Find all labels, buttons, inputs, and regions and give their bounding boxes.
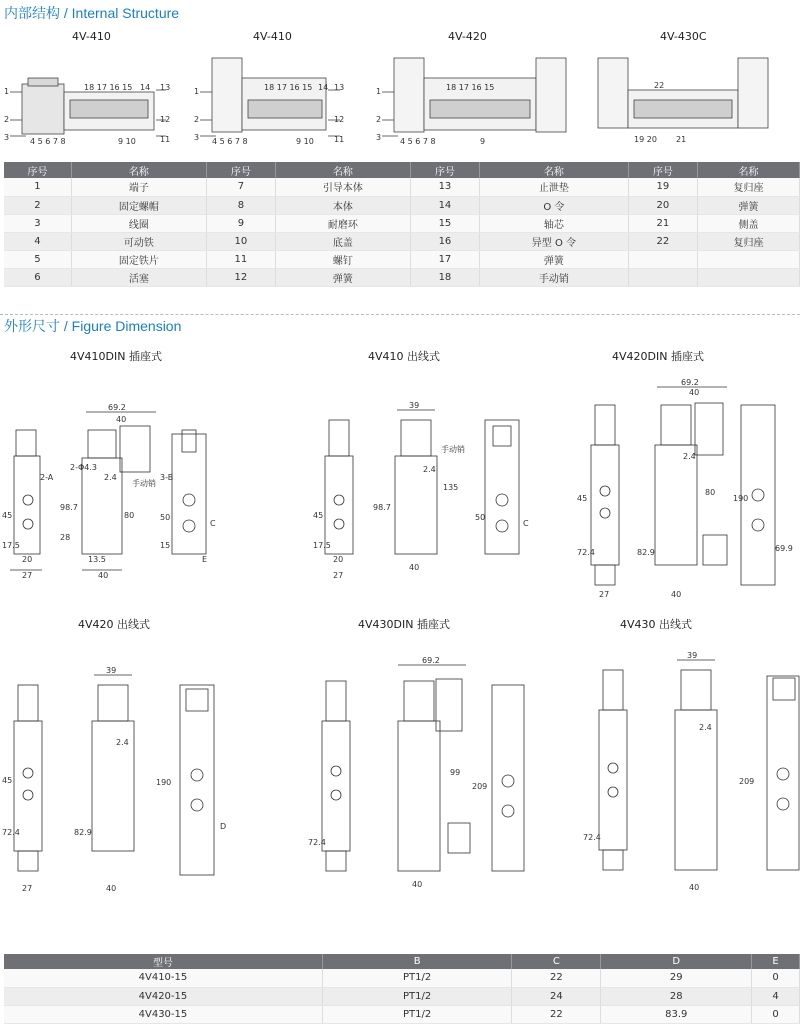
dim-40: 40 (106, 884, 117, 893)
structure-model-label-3: 4V-420 (448, 30, 487, 43)
dim-27: 27 (22, 571, 33, 580)
svg-text:2: 2 (4, 115, 10, 124)
dim-69: 69.2 (681, 378, 699, 387)
table-row (4, 1005, 800, 1023)
dim-27: 27 (599, 590, 610, 599)
dim-3b: 3-B (160, 473, 174, 482)
table-cell: 8 (206, 196, 275, 214)
svg-text:21: 21 (676, 135, 687, 144)
table-row (4, 987, 800, 1005)
table-cell: 5 (4, 250, 71, 268)
dim-40: 40 (409, 563, 420, 572)
drawing-4v420din (575, 375, 800, 605)
internal-structure-drawings (0, 50, 800, 150)
table-cell: 4V420-15 (4, 987, 322, 1005)
dim-135: 135 (443, 483, 459, 492)
table-cell: 固定铁片 (71, 250, 206, 268)
svg-text:11: 11 (160, 135, 171, 144)
header-name: 名称 (479, 162, 628, 178)
table-cell: 弹簧 (275, 268, 410, 286)
table-row (4, 178, 800, 196)
table-cell: 13 (410, 178, 479, 196)
svg-text:13: 13 (160, 83, 171, 92)
dim-50: 50 (160, 513, 171, 522)
table-cell: 活塞 (71, 268, 206, 286)
dim-80: 80 (705, 488, 716, 497)
table-cell: 28 (601, 987, 752, 1005)
table-row (4, 196, 800, 214)
svg-text:18 17 16 15: 18 17 16 15 (446, 83, 495, 92)
dimension-title-4v430: 4V430 出线式 (620, 618, 693, 631)
dim-2-4: 2.4 (423, 465, 436, 474)
table-cell: 引导本体 (275, 178, 410, 196)
header-b: B (322, 954, 511, 969)
table-cell: 侧盖 (697, 214, 799, 232)
svg-text:13: 13 (334, 83, 345, 92)
structure-model-label-1: 4V-410 (72, 30, 111, 43)
dim-72: 72.4 (308, 838, 326, 847)
section-title-internal-structure: 内部结构 / Internal Structure (4, 5, 180, 22)
dim-45: 45 (577, 494, 588, 503)
dim-e: E (202, 555, 208, 564)
table-cell (697, 268, 799, 286)
dim-82: 82.9 (74, 828, 92, 837)
table-cell: 83.9 (601, 1005, 752, 1023)
svg-text:22: 22 (654, 81, 665, 90)
dim-72: 72.4 (577, 548, 595, 557)
table-cell: 0 (752, 969, 800, 987)
table-cell: 20 (628, 196, 697, 214)
table-cell: 4V410-15 (4, 969, 322, 987)
table-cell: PT1/2 (322, 969, 511, 987)
table-cell: 4V430-15 (4, 1005, 322, 1023)
dim-98: 98.7 (373, 503, 391, 512)
dim-39: 39 (106, 666, 117, 675)
svg-text:3: 3 (194, 133, 200, 142)
parts-table (4, 162, 800, 287)
svg-text:11: 11 (334, 135, 345, 144)
dim-50: 50 (475, 513, 486, 522)
svg-text:9: 9 (480, 137, 486, 146)
table-cell: 22 (512, 1005, 601, 1023)
table-cell: 29 (601, 969, 752, 987)
table-cell: 18 (410, 268, 479, 286)
header-name: 名称 (71, 162, 206, 178)
svg-text:19 20: 19 20 (634, 135, 657, 144)
dim-2-4: 2.4 (116, 738, 129, 747)
table-cell: 24 (512, 987, 601, 1005)
table-cell (628, 250, 697, 268)
dim-99: 99 (450, 768, 461, 777)
table-cell: 10 (206, 232, 275, 250)
table-cell: 17 (410, 250, 479, 268)
svg-text:14: 14 (140, 83, 151, 92)
table-cell: 4 (4, 232, 71, 250)
table-cell: 11 (206, 250, 275, 268)
table-row (4, 268, 800, 286)
dim-17: 17.5 (2, 541, 20, 550)
section-divider (0, 314, 800, 315)
svg-text:1: 1 (376, 87, 382, 96)
table-cell: 19 (628, 178, 697, 196)
dim-98: 98.7 (60, 503, 78, 512)
table-row (4, 214, 800, 232)
dim-2-4: 2.4 (699, 723, 712, 732)
dim-28: 28 (60, 533, 71, 542)
table-cell: 止泄垫 (479, 178, 628, 196)
svg-text:2: 2 (376, 115, 382, 124)
drawing-4v420 (0, 665, 240, 895)
header-index: 序号 (410, 162, 479, 178)
table-cell: 21 (628, 214, 697, 232)
dimension-title-4v430din: 4V430DIN 插座式 (358, 618, 450, 631)
table-cell: 耐磨环 (275, 214, 410, 232)
svg-text:1: 1 (194, 87, 200, 96)
drawing-4v430din (300, 655, 540, 895)
table-cell: 1 (4, 178, 71, 196)
dim-39: 39 (409, 401, 420, 410)
table-cell: 16 (410, 232, 479, 250)
table-cell: 15 (410, 214, 479, 232)
table-cell: 螺钉 (275, 250, 410, 268)
table-cell: 端子 (71, 178, 206, 196)
dim-45: 45 (313, 511, 324, 520)
dim-45: 45 (2, 776, 13, 785)
table-cell: 轴芯 (479, 214, 628, 232)
dim-69: 69.2 (422, 656, 440, 665)
header-name: 名称 (697, 162, 799, 178)
table-cell: 22 (512, 969, 601, 987)
header-index: 序号 (4, 162, 71, 178)
parts-table-header (4, 162, 800, 178)
table-row (4, 232, 800, 250)
dim-40: 40 (689, 883, 700, 892)
dimension-title-4v410din: 4V410DIN 插座式 (70, 350, 162, 363)
dim-209: 209 (472, 782, 488, 791)
dimension-title-4v420din: 4V420DIN 插座式 (612, 350, 704, 363)
header-name: 名称 (275, 162, 410, 178)
table-cell: 6 (4, 268, 71, 286)
dim-2-4: 2.4 (683, 452, 696, 461)
table-cell: 线圈 (71, 214, 206, 232)
table-cell: PT1/2 (322, 987, 511, 1005)
header-index: 序号 (628, 162, 697, 178)
table-cell: 弹簧 (479, 250, 628, 268)
dim-80: 80 (124, 511, 135, 520)
dim-69: 69.2 (108, 403, 126, 412)
header-e: E (752, 954, 800, 969)
dimension-title-4v410: 4V410 出线式 (368, 350, 441, 363)
header-d: D (601, 954, 752, 969)
dim-manual: 手动销 (441, 445, 465, 454)
svg-text:4 5 6 7 8: 4 5 6 7 8 (212, 137, 248, 146)
table-cell: 复归座 (697, 232, 799, 250)
dim-40: 40 (671, 590, 682, 599)
table-cell: 7 (206, 178, 275, 196)
svg-text:12: 12 (160, 115, 171, 124)
header-c: C (512, 954, 601, 969)
svg-text:9 10: 9 10 (118, 137, 136, 146)
table-cell: 固定螺帽 (71, 196, 206, 214)
dim-20: 20 (22, 555, 33, 564)
table-cell: 复归座 (697, 178, 799, 196)
svg-text:4 5 6 7 8: 4 5 6 7 8 (400, 137, 436, 146)
table-cell: 异型 O 令 (479, 232, 628, 250)
table-cell: 22 (628, 232, 697, 250)
structure-model-label-4: 4V-430C (660, 30, 707, 43)
dim-190: 190 (156, 778, 172, 787)
table-cell (628, 268, 697, 286)
table-row (4, 250, 800, 268)
table-cell: 14 (410, 196, 479, 214)
table-cell: 9 (206, 214, 275, 232)
table-cell: 12 (206, 268, 275, 286)
dim-190: 190 (733, 494, 749, 503)
dim-72: 72.4 (583, 833, 601, 842)
structure-model-label-2: 4V-410 (253, 30, 292, 43)
svg-text:3: 3 (4, 133, 10, 142)
dim-manual: 手动销 (132, 479, 156, 488)
svg-text:14: 14 (318, 83, 329, 92)
dim-39: 39 (687, 651, 698, 660)
svg-text:9 10: 9 10 (296, 137, 314, 146)
dim-40: 40 (98, 571, 109, 580)
svg-text:1: 1 (4, 87, 10, 96)
svg-text:4 5 6 7 8: 4 5 6 7 8 (30, 137, 66, 146)
svg-text:2: 2 (194, 115, 200, 124)
dim-72: 72.4 (2, 828, 20, 837)
table-cell: 弹簧 (697, 196, 799, 214)
drawing-4v430 (575, 650, 800, 895)
dimensions-table-header (4, 954, 800, 969)
dim-2a: 2-A (40, 473, 54, 482)
dim-27: 27 (22, 884, 33, 893)
dim-15: 15 (160, 541, 171, 550)
table-cell: 手动销 (479, 268, 628, 286)
dim-69-9: 69.9 (775, 544, 793, 553)
svg-text:12: 12 (334, 115, 345, 124)
drawing-4v410 (305, 400, 545, 580)
dim-82: 82.9 (637, 548, 655, 557)
table-cell: 底盖 (275, 232, 410, 250)
dim-27: 27 (333, 571, 344, 580)
dim-13: 13.5 (88, 555, 106, 564)
dim-c: C (523, 519, 529, 528)
table-cell (697, 250, 799, 268)
svg-text:18 17 16 15: 18 17 16 15 (84, 83, 133, 92)
dimension-title-4v420: 4V420 出线式 (78, 618, 151, 631)
dim-209: 209 (739, 777, 755, 786)
dim-40-top: 40 (689, 388, 700, 397)
table-cell: PT1/2 (322, 1005, 511, 1023)
section-title-figure-dimension: 外形尺寸 / Figure Dimension (4, 318, 182, 335)
table-cell: 2 (4, 196, 71, 214)
dim-40-top: 40 (116, 415, 127, 424)
svg-text:18 17 16 15: 18 17 16 15 (264, 83, 313, 92)
header-model: 型号 (4, 954, 322, 969)
dim-2-4: 2.4 (104, 473, 117, 482)
dimensions-table (4, 954, 800, 1024)
dim-17: 17.5 (313, 541, 331, 550)
dim-20: 20 (333, 555, 344, 564)
table-row (4, 969, 800, 987)
table-cell: 可动铁 (71, 232, 206, 250)
dim-45: 45 (2, 511, 13, 520)
dim-d: D (220, 822, 227, 831)
dim-c: C (210, 519, 216, 528)
dim-40: 40 (412, 880, 423, 889)
drawing-4v410din (0, 400, 240, 580)
table-cell: 本体 (275, 196, 410, 214)
dim-phi: 2-Φ4.3 (70, 463, 97, 472)
header-index: 序号 (206, 162, 275, 178)
table-cell: 4 (752, 987, 800, 1005)
table-cell: 0 (752, 1005, 800, 1023)
table-cell: 3 (4, 214, 71, 232)
table-cell: O 令 (479, 196, 628, 214)
svg-text:3: 3 (376, 133, 382, 142)
